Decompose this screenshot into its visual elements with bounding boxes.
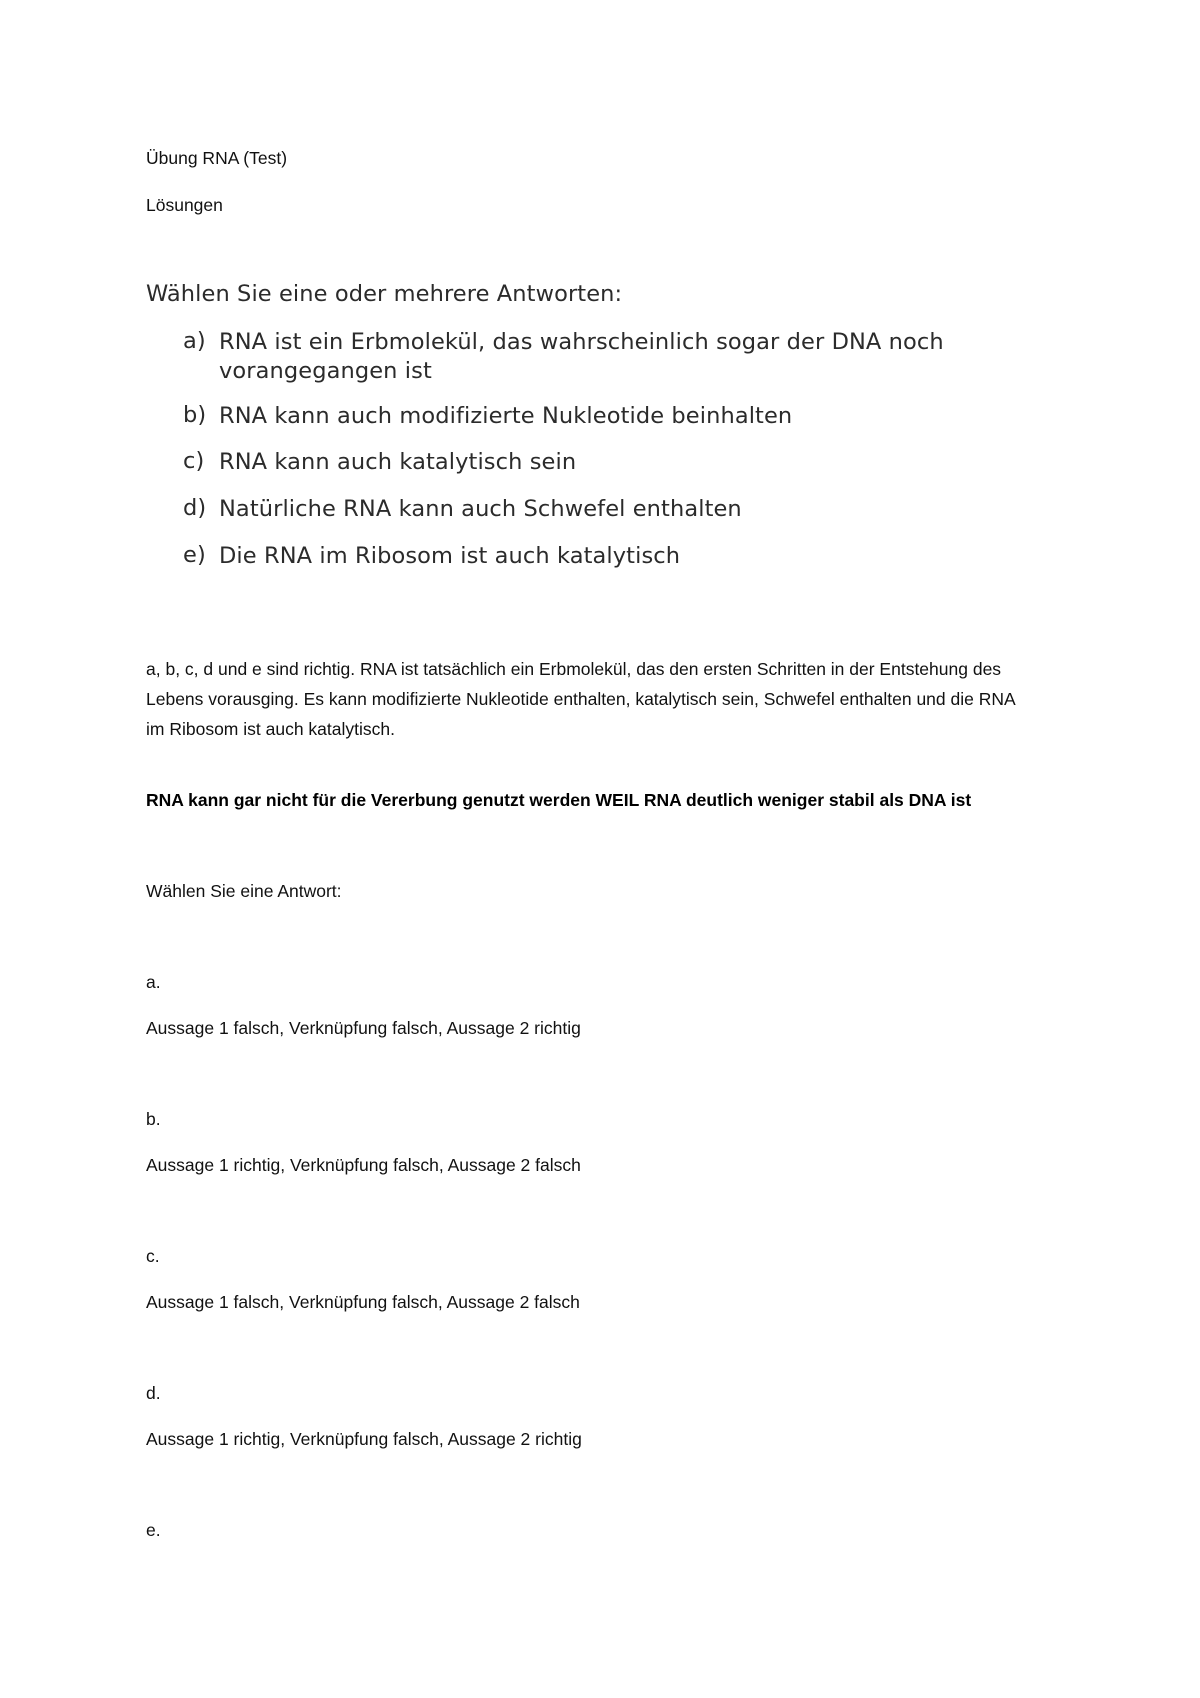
question1-answer: a, b, c, d und e sind richtig. RNA ist tatsächlich ein Erbmolekül, das den ersten Schritten in der Entstehung des Lebens vorausging. Es kann modifizierte Nukleotide enthalten, katalytisch sein, Schwefel enthalten und die RNA im Ribosom ist auch katalytisch. bbox=[146, 658, 1015, 739]
document-title: Übung RNA (Test) bbox=[146, 148, 288, 168]
question2-prompt: Wählen Sie eine Antwort: bbox=[146, 881, 342, 901]
choice-text: Aussage 1 falsch, Verknüpfung falsch, Aussage 2 richtig bbox=[146, 1018, 581, 1038]
document-subtitle: Lösungen bbox=[146, 195, 223, 215]
option-letter: c) bbox=[183, 448, 205, 474]
option-letter: e) bbox=[183, 542, 206, 568]
choice-label: c. bbox=[146, 1246, 160, 1266]
choice-label: b. bbox=[146, 1109, 161, 1129]
option-letter: a) bbox=[183, 328, 206, 354]
option-letter: b) bbox=[183, 402, 207, 428]
question1-prompt: Wählen Sie eine oder mehrere Antworten: bbox=[146, 281, 623, 307]
choice-text: Aussage 1 falsch, Verknüpfung falsch, Aussage 2 falsch bbox=[146, 1292, 580, 1312]
option-text: Die RNA im Ribosom ist auch katalytisch bbox=[219, 543, 681, 569]
option-text: RNA ist ein Erbmolekül, das wahrscheinlich sogar der DNA noch vorangegangen ist bbox=[219, 329, 944, 384]
choice-text: Aussage 1 richtig, Verknüpfung falsch, Aussage 2 falsch bbox=[146, 1155, 581, 1175]
option-text: RNA kann auch katalytisch sein bbox=[219, 449, 577, 475]
option-text: RNA kann auch modifizierte Nukleotide beinhalten bbox=[219, 403, 793, 429]
choice-label: a. bbox=[146, 972, 161, 992]
option-text: Natürliche RNA kann auch Schwefel enthalten bbox=[219, 496, 742, 522]
choice-label: d. bbox=[146, 1383, 161, 1403]
choice-label: e. bbox=[146, 1520, 161, 1540]
question2-statement: RNA kann gar nicht für die Vererbung genutzt werden WEIL RNA deutlich weniger stabil als DNA ist bbox=[146, 790, 972, 810]
choice-text: Aussage 1 richtig, Verknüpfung falsch, Aussage 2 richtig bbox=[146, 1429, 582, 1449]
option-letter: d) bbox=[183, 495, 207, 521]
